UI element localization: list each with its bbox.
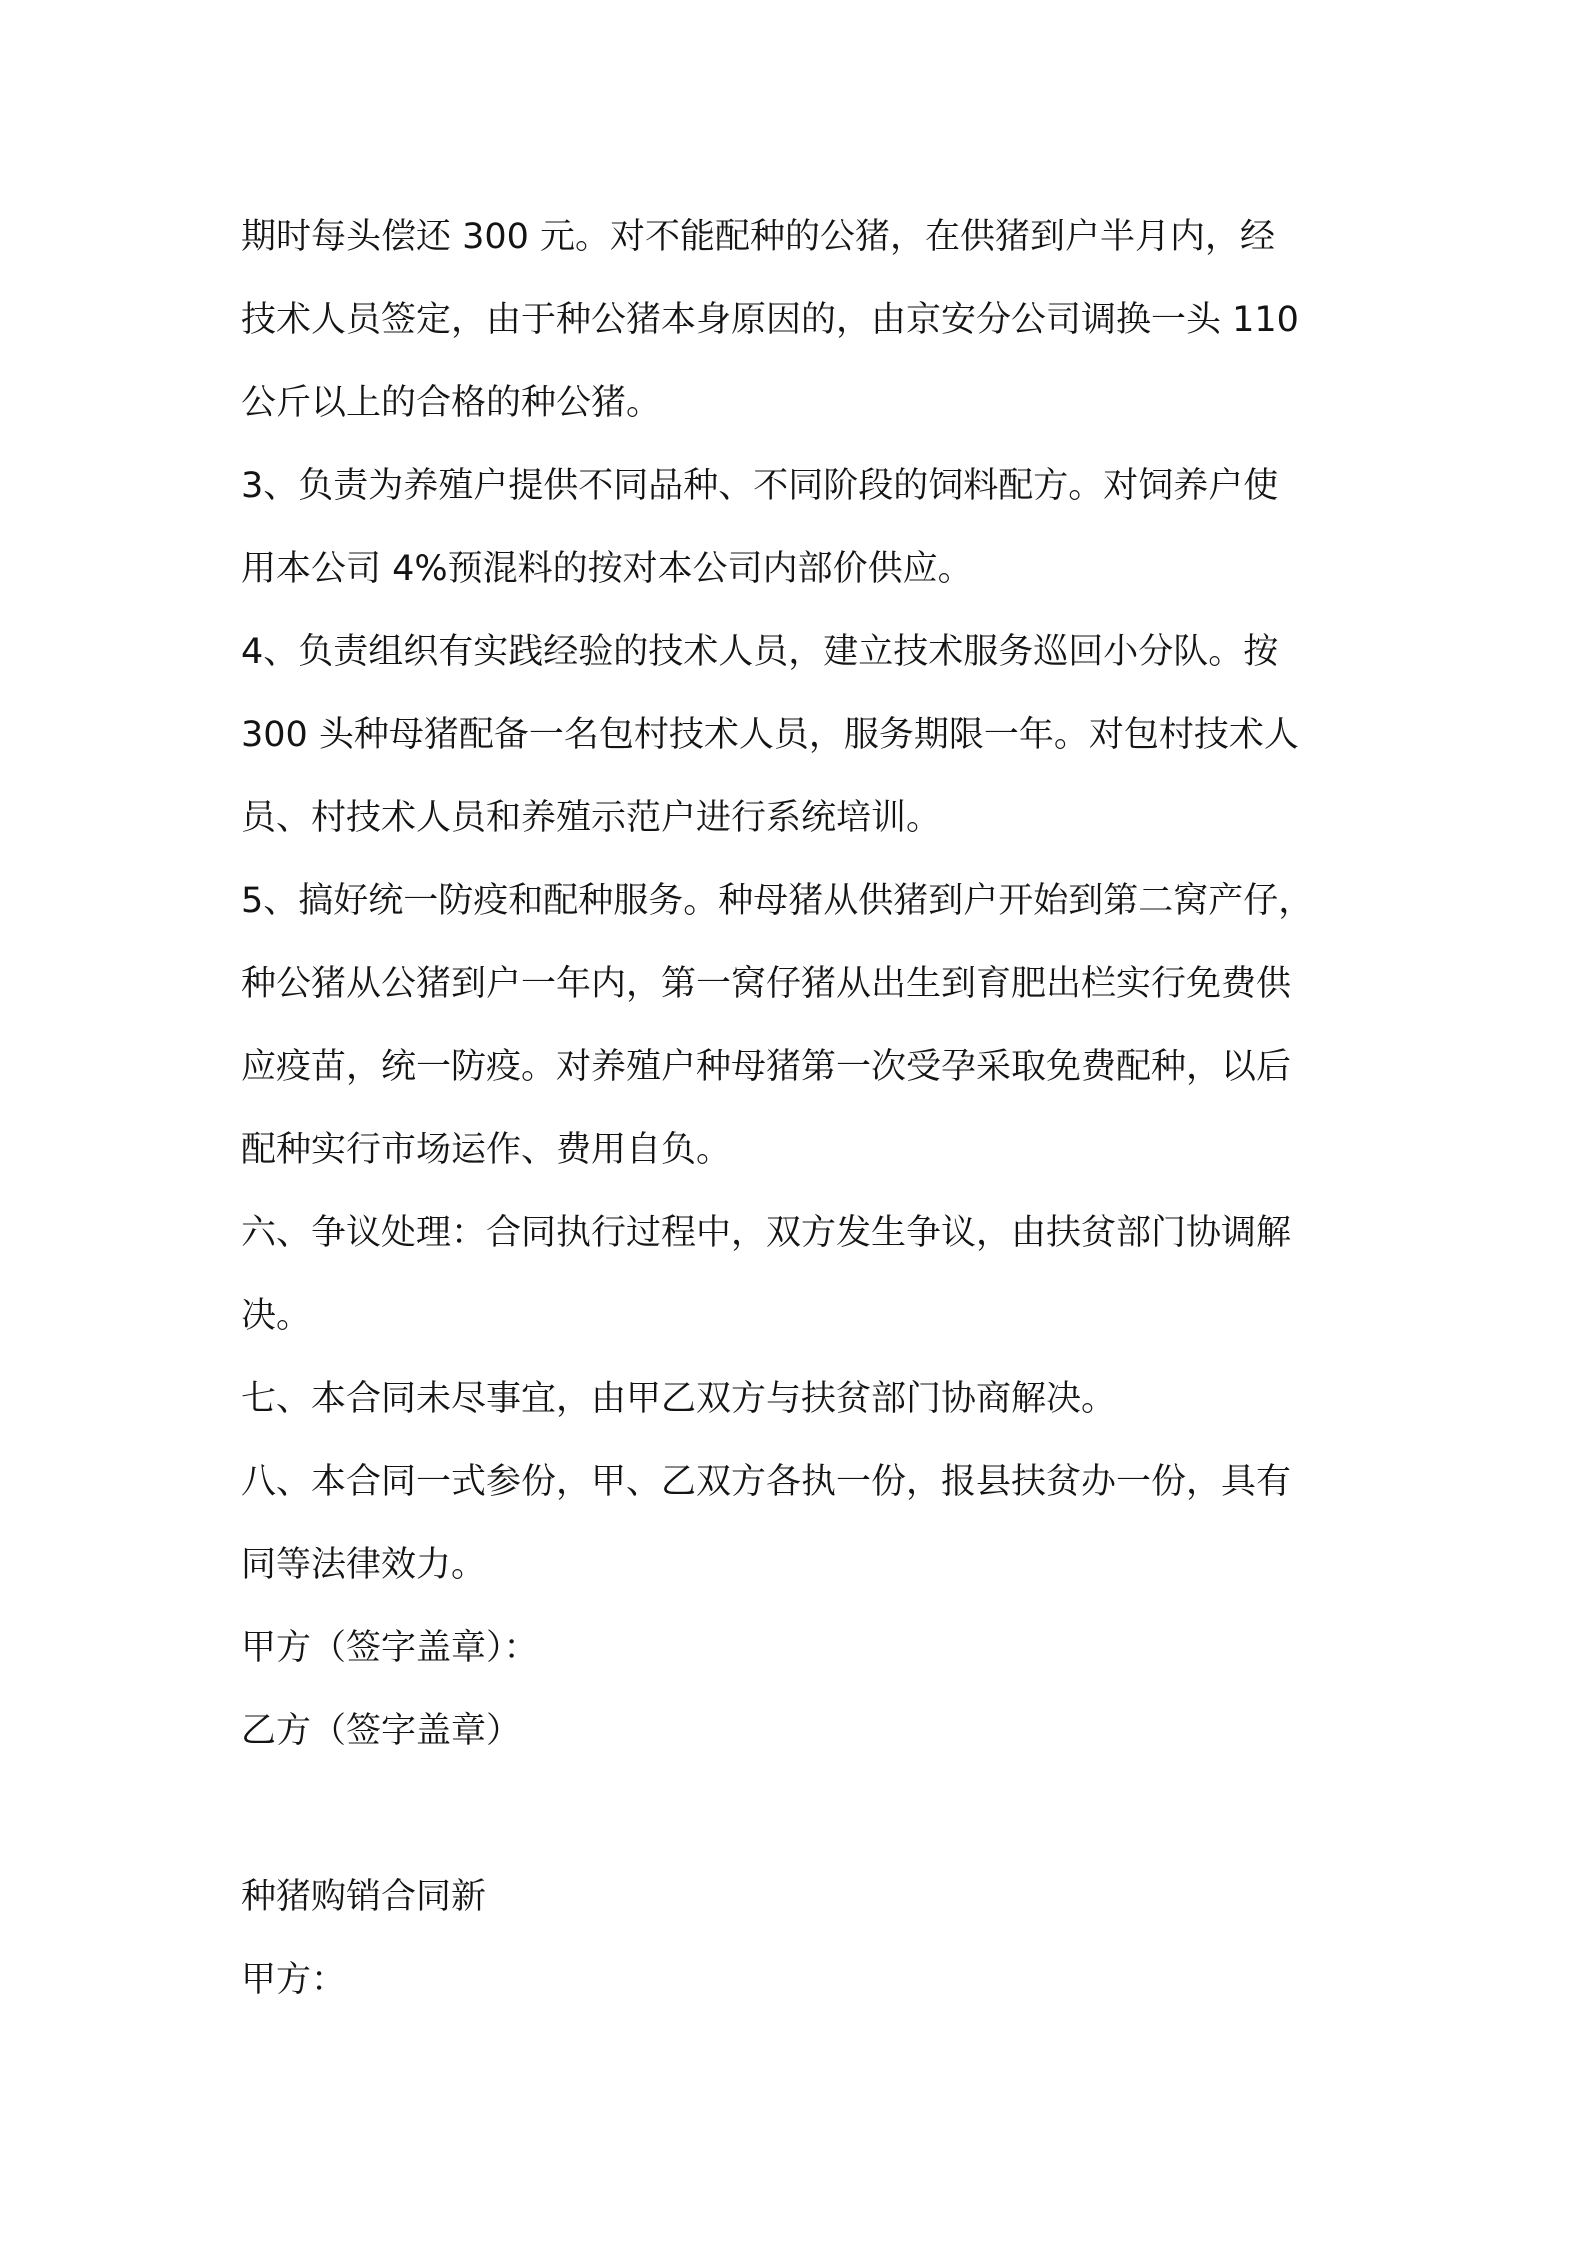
text-line: 公斤以上的合格的种公猪。 (241, 383, 662, 423)
text-line: 应疫苗，统一防疫。对养殖户种母猪第一次受孕采取免费配种，以后 (241, 1047, 1292, 1087)
text-line: 300 头种母猪配备一名包村技术人员，服务期限一年。对包村技术人 (241, 715, 1299, 755)
text-line: 期时每头偿还 300 元。对不能配种的公猪，在供猪到户半月内，经 (241, 217, 1276, 257)
party-a-signature-line: 甲方（签字盖章）： (241, 1628, 539, 1668)
text-line: 3、负责为养殖户提供不同品种、不同阶段的饲料配方。对饲养户使 (241, 466, 1279, 506)
text-line: 5、搞好统一防疫和配种服务。种母猪从供猪到户开始到第二窝产仔， (241, 881, 1314, 921)
text-line: 用本公司 4%预混料的按对本公司内部价供应。 (241, 549, 973, 589)
text-line: 七、本合同未尽事宜，由甲乙双方与扶贫部门协商解决。 (241, 1379, 1117, 1419)
party-b-signature-line: 乙方（签字盖章） (241, 1711, 522, 1751)
text-line: 员、村技术人员和养殖示范户进行系统培训。 (241, 798, 942, 838)
text-line: 技术人员签定，由于种公猪本身原因的，由京安分公司调换一头 110 (241, 300, 1299, 340)
text-line: 配种实行市场运作、费用自负。 (241, 1130, 732, 1170)
text-line: 4、负责组织有实践经验的技术人员，建立技术服务巡回小分队。按 (241, 632, 1279, 672)
text-line: 六、争议处理：合同执行过程中，双方发生争议，由扶贫部门协调解 (241, 1213, 1292, 1253)
document-body (241, 196, 1366, 2022)
next-document-title: 种猪购销合同新 (241, 1877, 487, 1917)
text-line: 决。 (241, 1296, 312, 1336)
text-line: 种公猪从公猪到户一年内，第一窝仔猪从出生到育肥出栏实行免费供 (241, 964, 1292, 1004)
blank-spacer (241, 1773, 1366, 1856)
text-line: 八、本合同一式参份，甲、乙双方各执一份，报县扶贫办一份，具有 (241, 1462, 1292, 1502)
party-a-label: 甲方： (241, 1960, 347, 2000)
text-line: 同等法律效力。 (241, 1545, 487, 1585)
